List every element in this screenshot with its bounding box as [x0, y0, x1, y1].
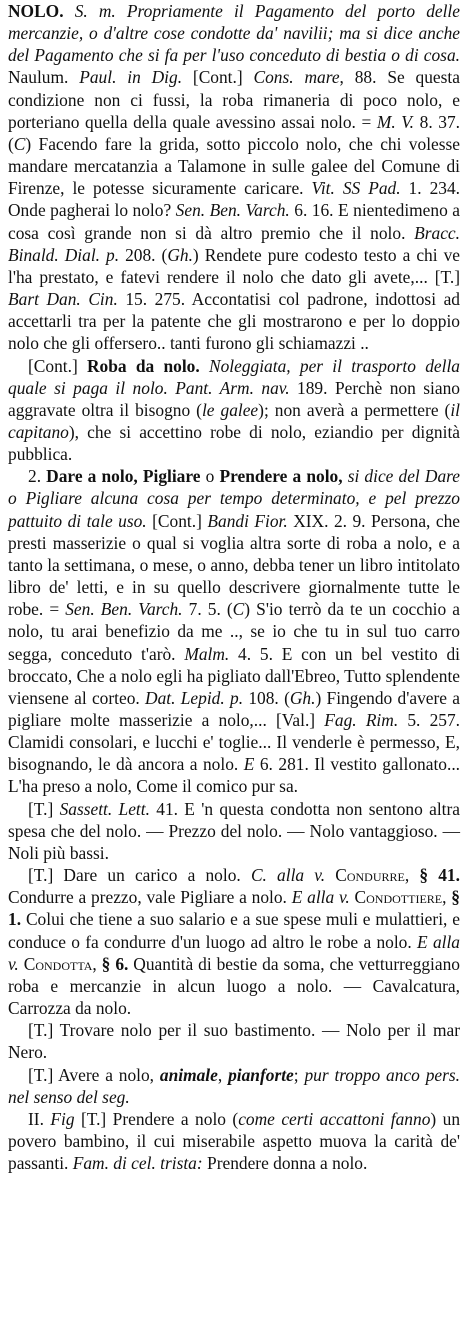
entry-subsense-paragraph [8, 1108, 465, 1174]
bold-phrase: § 6. [101, 953, 129, 974]
text-run: [Cont.] [182, 67, 254, 88]
italic-citation: M. V. [376, 111, 415, 132]
italic-citation: Gh. [289, 687, 316, 708]
italic-citation: C [232, 599, 245, 620]
text-run: Colui che tiene a suo salario e a sue spese muli e mulattieri, e conduce o fa condurre d'un luogo ad altro le robe a nolo. [8, 909, 465, 952]
italic-citation: Paul. in Dig. [79, 67, 183, 88]
bold-italic-term: pianforte [228, 1064, 294, 1085]
text-run [200, 356, 209, 376]
bold-phrase: Roba da nolo. [87, 355, 200, 376]
bold-italic-term: animale [159, 1064, 218, 1085]
italic-citation: Fam. di cel. trista: [72, 1153, 203, 1174]
dictionary-entry-nolo [8, 0, 465, 1174]
italic-citation: Malm. [184, 643, 230, 664]
text-run: Prendere donna a nolo. [202, 1153, 368, 1174]
text-run: 108. ( [243, 687, 290, 708]
text-run: [T.] Dare un carico a nolo. [28, 865, 251, 886]
text-run: Naulum. [8, 45, 465, 88]
text-run: Quantità di bestie da soma, che vetturreggiano roba e mercanzie in alcun luogo a nolo. — Cavalcatura, Carrozza da nolo. [8, 953, 465, 1019]
italic-citation: E [243, 754, 255, 775]
text-run: 7. 5. ( [182, 599, 233, 620]
entry-headword: NOLO. [8, 1, 64, 21]
text-run: ) Facendo fare la grida, sotto piccolo nolo, che chi volesse mandare mercatanzia a Talamone in sulle galee del Comune di Firenze, le potesse sicuramente caricare. [8, 133, 465, 199]
small-caps-reference: Condotta [23, 953, 93, 974]
text-run: II. [28, 1108, 51, 1129]
italic-citation: C. alla v. [250, 865, 326, 886]
text-run: [T.] [28, 798, 60, 819]
italic-citation: E alla v. [291, 887, 350, 908]
italic-citation: Cons. mare [253, 67, 340, 88]
text-run: , [404, 865, 420, 886]
italic-citation: Fig [50, 1108, 75, 1129]
entry-subsense-paragraph [8, 1064, 465, 1108]
italic-citation: p. [106, 244, 120, 265]
text-run: [T.] Avere a nolo, [28, 1064, 160, 1085]
text-run: [Cont.] [28, 355, 87, 376]
text-run: o [200, 466, 220, 487]
italic-citation: Propriamente il Pagamento del porto delle mercanzie, o d'altre cose condotte da' navilii; ma si dice anche del Pagamento che si fa per l'uso conceduto di bestia o di cosa. [8, 1, 465, 66]
bold-phrase: § 1. [8, 887, 465, 930]
small-caps-reference: Condurre [335, 865, 405, 886]
italic-citation: Sen. Ben. Varch. [175, 200, 290, 221]
italic-citation: Gh. [167, 244, 193, 265]
entry-subsense-paragraph [8, 798, 465, 864]
text-run [64, 1, 75, 21]
text-run: 6. 281. Il vestito gallonato... L'ha preso a nolo, Come il comico pur sa. [8, 754, 465, 797]
text-run: ; [293, 1064, 305, 1085]
text-run: , [217, 1064, 229, 1085]
text-run: ) Rendete pure codesto testo a chi ve l'ha prestato, e fatevi rendere il nolo che dato gli avete,... [T.] [8, 244, 465, 287]
italic-citation: pur troppo anco pers. nel senso del seg. [8, 1064, 465, 1107]
text-run: ); non averà a permettere ( [258, 399, 451, 420]
italic-citation: si dice del Dare o Pigliare alcuna cosa per tempo determinato, e pel prezzo pattuito di tale uso. [8, 466, 465, 531]
text-run [116, 1, 127, 21]
text-run: 189. Perchè non siano aggravate oltra il bisogno ( [8, 377, 465, 420]
text-run: 15. 275. Accontatisi col padrone, indottosi ad accettarli tra per la patente che gli mostrarono e per lo doppio nolo che gli offersero.. tanti furono gli schiamazzi .. [8, 289, 465, 354]
text-run: , 88. Se questa condizione non ci fussi, la roba rimaneria di poco nolo, e porteriano quella della quale avessino assai nolo. = [8, 67, 465, 132]
italic-citation: Bracc. Binald. Dial. [8, 222, 465, 265]
italic-citation: le galee [201, 399, 259, 420]
italic-citation: Bandi Fior. [207, 510, 288, 531]
entry-subsense-paragraph [8, 465, 465, 797]
italic-citation: come certi accattoni fanno [238, 1108, 431, 1129]
text-run: ), che si accettino robe di nolo, eziandio per dignità pubblica. [8, 421, 465, 465]
italic-citation: Bart Dan. Cin. [8, 289, 118, 310]
bold-phrase: Dare a nolo, Pigliare [46, 466, 201, 487]
bold-phrase: Prendere a nolo, [219, 466, 343, 487]
text-run: 2. [28, 466, 47, 487]
italic-citation: il capitano [8, 399, 465, 442]
text-run: ) Fingendo d'avere a pigliare molte masserizie a nolo,... [Val.] [8, 687, 465, 730]
text-run: Condurre a prezzo, vale Pigliare a nolo. [8, 865, 465, 908]
italic-citation: Noleggiata, per il trasporto della quale si paga il nolo. Pant. Arm. nav. [8, 355, 465, 398]
text-run: 6. 16. E nientedimeno a cosa così grande non si dà altro premio che il nolo. [8, 200, 465, 243]
text-run: 5. 257. Clamidi consolari, e lucchi e' toglie... Il venderle è permesso, E, bisognando, le dà ancora a nolo. [8, 710, 465, 775]
text-run: [T.] Prendere a nolo ( [74, 1108, 239, 1129]
bold-phrase: § 41. [419, 865, 460, 886]
text-run: , [92, 953, 102, 974]
italic-citation: Sen. Ben. Varch. [65, 599, 183, 620]
text-run: 8. 37. ( [8, 111, 465, 154]
italic-citation: C [13, 133, 26, 154]
entry-definition-paragraph [8, 0, 465, 355]
italic-citation: Fag. Rim. [324, 710, 399, 730]
entry-subsense-paragraph [8, 355, 465, 466]
text-run: ) un povero bambino, il cui miserabile aspetto muova la carità de' passanti. [8, 1108, 465, 1174]
text-run: ) S'io terrò da te un cocchio a nolo, tu arai benefizio da me .., se io che tu in sul tuo carro segga, conceduto t'arò. [8, 599, 465, 664]
text-run: [Cont.] [146, 510, 208, 531]
text-run: XIX. 2. 9. Persona, che presti masserizie o qual si voglia altra sorte di roba a nolo, e a tanto la settimana, o mese, o anno, debba tener un libro intitolato libro de' letti, e in su quello descrivere giornalmente tutte le robe. = [8, 510, 465, 620]
text-run: 4. 5. E con un bel vestito di broccato, Che a nolo egli ha pigliato dall'Ebreo, Tutto splendente viensene al corteo. [8, 643, 465, 708]
text-run [325, 865, 335, 885]
italic-citation: Vit. SS Pad. [311, 178, 401, 199]
italic-citation: Dat. Lepid. p. [145, 687, 244, 708]
small-caps-reference: Condottiere [354, 887, 443, 908]
italic-citation: S. m. [74, 1, 116, 21]
text-run: 41. E 'n questa condotta non sentono altra spesa che del nolo. — Prezzo del nolo. — Nolo vantaggioso. — Noli più bassi. [8, 798, 465, 863]
text-run: 1. 234. Onde pagherai lo nolo? [8, 178, 465, 221]
entry-subsense-paragraph [8, 1019, 465, 1063]
italic-citation: Sassett. Lett. [59, 798, 150, 819]
entry-subsense-paragraph [8, 864, 465, 1019]
text-run: [T.] Trovare nolo per il suo bastimento. — Nolo per il mar Nero. [8, 1020, 465, 1063]
text-run: 208. ( [119, 244, 168, 265]
italic-citation: E alla v. [8, 931, 465, 974]
text-run: , [442, 887, 452, 908]
